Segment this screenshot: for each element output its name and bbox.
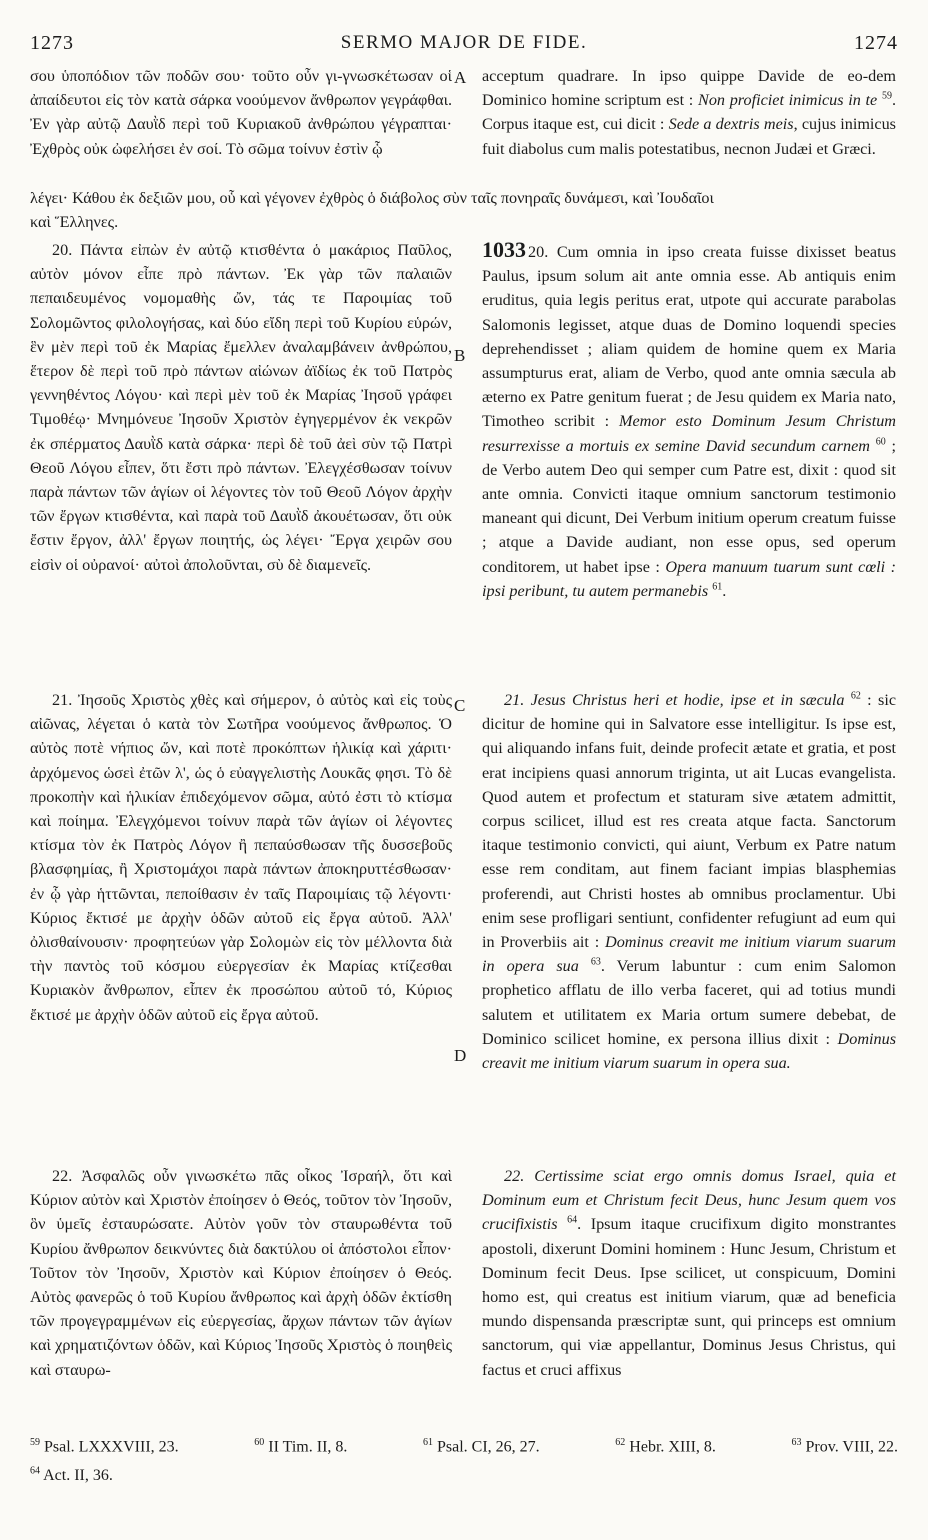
latin-paragraph-intro [482, 64, 896, 161]
greek-spanning-line [30, 186, 898, 234]
latin-quote: Sede a dextris meis [668, 115, 794, 134]
latin-intro [482, 64, 896, 161]
margin-letter-c: C [454, 696, 466, 715]
latin-quote: 21. Jesus Christus heri et hodie, ipse et in sæcula [504, 691, 845, 709]
column-number: 1033 [482, 237, 526, 262]
greek-line: λέγει· Κάθου ἐκ δεξιῶν μου, οὗ καὶ γέγονεν ἐχθρὸς ὁ διάβολος σὺν ταῖς πονηραῖς δυνάμεσι, καὶ Ἰουδαῖοι [30, 189, 714, 207]
latin-text: ; de Verbo autem Deo qui semper cum Patre est, dixit : quod sit ante omnia. Convicti itaque omnium sanctorum testimonio maneant qui dicunt, Dei Verbum initium operum creatum fuisse ; atque a Davide audiant, non esse opus, sed operum conditorem, ut habet ipse : [482, 436, 897, 576]
greek-paragraph-intro: σου ὑποπόδιον τῶν ποδῶν σου· τοῦτο οὖν γι-γνωσκέτωσαν οἱ ἀπαίδευτοι εἰς τὸν κατὰ σάρκα νοούμενον ἄνθρωπον γεγράφθαι. Ἐν γὰρ αὐτῷ Δαυῒδ περὶ τοῦ Κυριακοῦ ἀνθρώπου γέγραπται· Ἐχθρὸς οὐκ ὠφελήσει ἐν σοί. Τὸ σῶμα τοίνυν ἐστὶν ᾧ [30, 67, 452, 158]
greek-paragraph-20: 20. Πάντα εἰπὼν ἐν αὐτῷ κτισθέντα ὁ μακάριος Παῦλος, αὐτὸν μόνον εἶπε πρὸ πάντων. Ἐκ γὰρ τῶν παλαιῶν πεπαιδευμένος νομομαθὴς ὤν, τάς τε Παροιμίας τοῦ Σολομῶντος φιλολογήσας, καὶ δύο εἴδη περὶ τοῦ Κυρίου εὑρών, ἓν μὲν περὶ τοῦ ἐκ Μαρίας ἔμελλεν ἀναλαμβάνειν ἀνθρώπου, ἕτερον δὲ περὶ τοῦ πρὸ πάντων αἰώνων ἀϊδίως ἐκ τοῦ Πατρὸς γεννηθέντος Λόγου· καὶ περὶ μὲν τοῦ ἐκ Μαρίας Ἰησοῦ γράφει Τιμοθέῳ· Μνημόνευε Ἰησοῦν Χριστὸν ἐγηγερμένον ἐκ νεκρῶν ἐκ σπέρματος Δαυῒδ κατὰ σάρκα· περὶ δὲ τοῦ ἀεὶ σὺν τῷ Πατρὶ Θεοῦ Λόγου εἶπεν, ὅτι ἔστι πρὸ πάντων. Ἐλεγχέσθωσαν τοίνυν παρὰ πάντων τῶν ἁγίων οἱ λέγοντες τὸν τοῦ Θεοῦ Λόγον ἀρχὴν τῶν ἔργων κτισθέντα, καὶ παρὰ τοῦ Δαυῒδ ἀκουέτωσαν, ὅτι οὐκ ἔστιν ἔργον, ἀλλ' ἔργων ποιητής, ὡς λέγει· Ἔργα χειρῶν σου εἰσὶν οἱ οὐρανοί· αὐτοὶ ἀπολοῦνται, σὺ δὲ διαμενεῖς. [30, 241, 452, 574]
footnote-text: II Tim. II, 8. [268, 1438, 348, 1456]
footnote-59 [30, 1432, 179, 1458]
latin-text: . Verum labuntur : cum enim Salomon prophetico afflatu de illo verba faceret, qui ad totius mundi salutem et utilitatem ex Maria ortum sumere debebat, de Dominico scilicet homine, ex persona illius dixit : [482, 957, 896, 1048]
latin-text: . Corpus itaque est, cui dicit : [482, 91, 897, 134]
greek-paragraph-21: 21. Ἰησοῦς Χριστὸς χθὲς καὶ σήμερον, ὁ αὐτὸς καὶ εἰς τοὺς αἰῶνας, λέγεται ὁ κατὰ τὸν Σωτῆρα νοούμενος ἄνθρωπος. Ὁ αὐτὸς ποτὲ νήπιος ὤν, καὶ ποτὲ προκόπτων ἡλικίᾳ καὶ χάριτι· ἀρχόμενος ὡσεὶ ἐτῶν λ', ὡς ὁ εὐαγγελιστὴς Λουκᾶς φησι. Τὸ δὲ προκοπὴν καὶ ἡλικίαν ἐπιδεχόμενον σῶμα, αὐτό ἐστι τὸ κτίσμα καὶ ποίημα. Ἐλεγχόμενοι τοίνυν παρὰ τῶν ἁγίων οἱ λέγοντες κτίσμα τὸν ἐκ Πατρὸς Λόγον ἢ πεπαύσθωσαν τῆς δυσσεβοῦς βλασφημίας, ἢ Χριστομάχοι παρὰ πάντων ἀποκηρυττέσθωσαν· ἐν ᾧ γὰρ ἡττῶνται, πεποίθασιν ἐν ταῖς Παροιμίαις τῷ λέγοντι· Κύριος ἔκτισέ με ἀρχὴν ὁδῶν αὐτοῦ εἰς ἔργα αὐτοῦ. Ἀλλ' ὀλισθαίνουσιν· προφητεύων γὰρ Σολομὼν εἰς τὸν μέλλοντα διὰ τὴν παντὸς τοῦ κόσμου εὐεργεσίαν ἐκ Μαρίας κτίζεσθαι Κυριακὸν ἄνθρωπον, εἶπεν ἐκ προσώπου αὐτοῦ τό, Κύριος ἔκτισέ με ἀρχὴν ὁδῶν αὐτοῦ εἰς ἔργα αὐτοῦ. [30, 691, 452, 1024]
footnote-63 [792, 1432, 898, 1458]
latin-quote: Dominus creavit me initium viarum suarum in opera sua. [482, 1029, 896, 1073]
latin-paragraph-21 [482, 688, 896, 1075]
footnote-60 [254, 1432, 347, 1458]
latin-quote: Memor esto Dominum Jesum Christum resurrexisse a mortuis ex semine David secundum carnem [482, 412, 896, 455]
latin-paragraph-20: 1033 20. Cum omnia in ipso creata fuisse dixisset beatus Paulus, ipsum solum ait ante omnia esse. Ab antiquis enim eruditus, quia legis peritus erat, utpote qui accurate parabolas Salomonis legisset, atque duas de Domino loquendi species deprehendisset ; aliam quidem de homine quem ex Maria assumpturus erat, aliam de Verbo, quod ante omnia sæcula ab æterno ex Patre genitum fuerat ; de Jesu quidem ex Maria nato, Timotheo scribit : Memor esto Dominum Jesum Christum resurrexisse a mortuis ex semine David secundum carnem $^{60}$ ; de Verbo autem Deo qui semper cum Patre est, dixit : quod sit ante omnia. Convicti itaque omnium sanctorum testimonio maneant qui dicunt, Dei Verbum initium operum creatum fuisse ; atque a Davide audiant, non esse opus, sed operum conditorem, ut habet ipse : Opera manuum tuarum sunt cœli : ipsi peribunt, tu autem permanebis $^{61}$. [482, 237, 897, 600]
footnote-number: 61 [423, 1437, 433, 1448]
footnote-number: 59 [30, 1437, 40, 1448]
latin-quote: 22. Certissime sciat ergo omnis domus Israel, quia et Dominum eum et Christum fecit Deus, hunc Jesum quem vos crucifixistis [482, 1167, 896, 1234]
latin-text: , cujus inimicus fuit diabolus cum malis potestatibus, necnon Judæi et Græci. [482, 115, 896, 158]
footnote-ref: 59 [881, 90, 892, 102]
footnote-text: Prov. VIII, 22. [805, 1438, 898, 1456]
footnote-ref: 61 [712, 581, 723, 593]
footnotes [30, 1432, 898, 1487]
page-number-right: 1274 [854, 32, 898, 54]
footnote-text: Hebr. XIII, 8. [629, 1438, 716, 1456]
footnote-64 [30, 1467, 113, 1484]
footnote-row [30, 1432, 898, 1458]
footnote-ref: 60 [875, 436, 886, 448]
greek-section-21 [30, 688, 452, 1027]
footnote-text: Psal. CI, 26, 27. [437, 1438, 540, 1456]
margin-letter-b: B [454, 346, 466, 365]
footnote-number: 63 [791, 1437, 802, 1448]
latin-section-22 [482, 1164, 896, 1382]
footnote-ref: 62 [850, 690, 861, 702]
margin-letter-a: A [454, 68, 467, 87]
latin-section-21 [482, 688, 896, 1075]
greek-paragraph-22: 22. Ἀσφαλῶς οὖν γινωσκέτω πᾶς οἶκος Ἰσραήλ, ὅτι καὶ Κύριον αὐτὸν καὶ Χριστὸν ἐποίησεν ὁ Θεός, τοῦτον τὸν Ἰησοῦν, ὃν ὑμεῖς ἐσταυρώσατε. Αὐτὸν γοῦν τὸν σταυρωθέντα τοῦ Κυρίου ἄνθρωπον δεικνύντες διὰ δακτύλου οἱ ἀπόστολοι εἶπον· Τοῦτον τὸν Ἰησοῦν, Χριστὸν καὶ Κύριον ἐποίησεν ὁ Θεός. Αὐτὸς φανερῶς ὁ τοῦ Κυρίου ἄνθρωπος καὶ ἀρχὴ ὁδῶν ἐκτίσθη τῶν προγεγραμμένων εἰς εὐεργεσίας, ἄρχων πάντων τῶν ἁγίων καὶ χρηματιζόντων ὁδῶν, καὶ Κύριος Ἰησοῦς Χριστὸς ὁ ποιηθεὶς καὶ σταυρω- [30, 1167, 452, 1379]
footnote-row [30, 1460, 898, 1486]
latin-quote: Opera manuum tuarum sunt cœli : ipsi peribunt, tu autem permanebis [482, 557, 896, 600]
footnote-number: 60 [254, 1437, 265, 1448]
latin-section-20 [482, 238, 896, 603]
latin-quote: Non proficiet inimicus in te [698, 91, 878, 110]
footnote-ref: 63 [590, 956, 601, 968]
latin-text: acceptum quadrare. In ipso quippe Davide de eo-dem Dominico homine scriptum est : [482, 67, 896, 110]
greek-intro [30, 64, 452, 161]
footnote-text: Act. II, 36. [43, 1466, 113, 1484]
latin-text: : sic dicitur de homine qui in Salvatore esse intelligitur. Is ipse est, qui aliquando infans fuit, deinde profecit ætate et gratia, et post erat incipiens quasi annorum triginta, ut ait Lucas evangelista. Quod autem et profectum et staturam sive ætatem admittit, corpus scilicet, illud est res creata atque facta. Sanctorum itaque testimonio convicti, qui aiunt, Verbum ex Patre natum esse rem conditam, aut finem faciant impias blasphemias proferendi, aut Christi hostes ab omnibus proclamentur. Ubi enim sese profligari sentiunt, confidenter refugiunt ad eum qui in Proverbiis ait : [482, 691, 897, 952]
latin-paragraph-22 [482, 1164, 896, 1382]
footnote-text: Psal. LXXXVIII, 23. [44, 1438, 179, 1456]
running-title: SERMO MAJOR DE FIDE. [340, 32, 588, 53]
greek-section-20 [30, 238, 452, 577]
margin-letter-d: D [454, 1046, 467, 1065]
greek-section-22 [30, 1164, 452, 1382]
footnote-61 [423, 1432, 540, 1458]
footnote-ref: 64 [567, 1215, 578, 1227]
footnote-62 [615, 1432, 716, 1458]
latin-quote: Dominus creavit me initium viarum suarum in opera sua [482, 933, 896, 976]
page-number-left: 1273 [30, 32, 74, 54]
footnote-number: 62 [615, 1437, 626, 1448]
greek-line-tail: καὶ Ἕλληνες. [30, 213, 119, 232]
latin-text: . Ipsum itaque crucifixum digito monstrantes apostoli, dixerunt Domini hominem : Hunc Jesum, Christum et Dominum fecit Deus. Ipse scilicet, ut conspicuum, Domini homo est, qui creatus est initium viarum, quæ ad beneficia mundo dispensanda præscriptæ sunt, qui princeps est omnium sanctorum, qui viæ appellantur, Dominus Jesus Christus, qui factus et cruci affixus [482, 1215, 896, 1379]
page-header [30, 32, 898, 58]
footnote-number: 64 [30, 1465, 40, 1477]
latin-text: 20. Cum omnia in ipso creata fuisse dixisset beatus Paulus, ipsum solum ait ante omnia esse. Ab antiquis enim eruditus, quia legis peritus erat, utpote qui accurate parabolas Salomonis legisset, atque duas de Domino loquendi species deprehendisset ; aliam quidem de homine quem ex Maria assumpturus erat, aliam de Verbo, quod ante omnia sæcula ab æterno ex Patre genitum fuerat ; de Jesu quidem ex Maria nato, Timotheo scribit : [482, 243, 896, 431]
